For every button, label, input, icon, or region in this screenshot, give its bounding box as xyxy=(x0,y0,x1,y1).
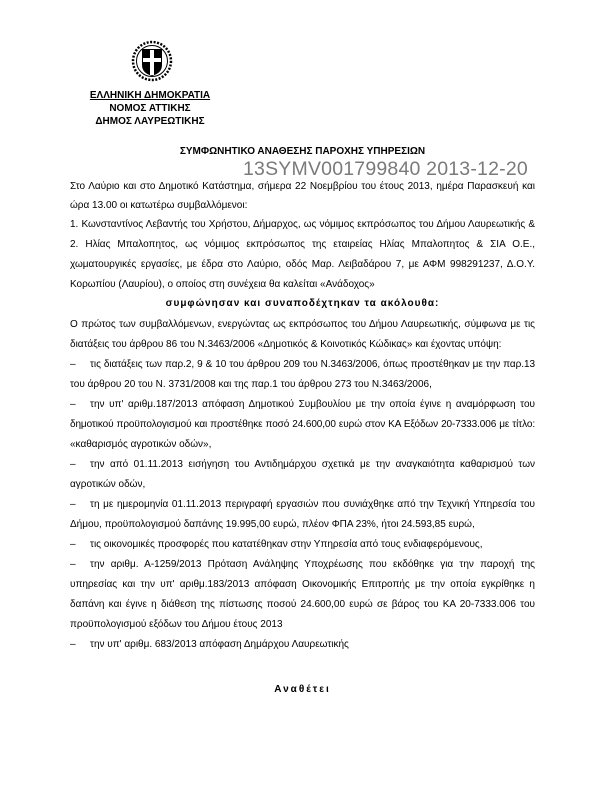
section-heading: συμφώνησαν και συναποδέχτηκαν τα ακόλουθα: xyxy=(165,298,440,309)
paragraph-line: δημοτικού προϋπολογισμού και προστέθηκε ποσό 24.600,00 ευρώ στον ΚΑ Εξόδων 20-7333.006 με τίτλο: xyxy=(70,419,535,430)
paragraph-line: του άρθρου 20 του Ν. 3731/2008 και της παρ.1 του άρθρου 273 του Ν.3463/2006, xyxy=(70,379,432,390)
bullet-item xyxy=(70,559,535,571)
greek-state-emblem-icon xyxy=(130,37,174,89)
section-heading: Αναθέτει xyxy=(274,684,331,695)
dash-bullet: – xyxy=(70,359,76,370)
bullet-text: τις διατάξεις των παρ.2, 9 & 10 του άρθρου 209 του Ν.3463/2006, όπως προστέθηκαν με την παρ.13 xyxy=(90,359,535,370)
paragraph-line: προϋπολογισμού εξόδων του Δήμου έτους 2013 xyxy=(70,619,283,630)
bullet-item xyxy=(70,539,535,551)
dash-bullet: – xyxy=(70,559,76,570)
header-prefecture: ΝΟΜΟΣ ΑΤΤΙΚΗΣ xyxy=(109,103,191,114)
dash-bullet: – xyxy=(70,399,76,410)
bullet-text: την υπ' αριθμ. 683/2013 απόφαση Δημάρχου Λαυρεωτικής xyxy=(90,639,349,650)
bullet-text: την υπ' αριθμ.187/2013 απόφαση Δημοτικού Συμβουλίου με την οποία έγινε η αναμόρφωση του xyxy=(90,399,535,410)
bullet-text: την από 01.11.2013 εισήγηση του Αντιδημάρχου σχετικά με την αναγκαιότητα καθαρισμού των xyxy=(90,459,535,470)
header-country: ΕΛΛΗΝΙΚΗ ΔΗΜΟΚΡΑΤΙΑ xyxy=(89,90,211,101)
paragraph-line: αγροτικών οδών, xyxy=(70,479,146,490)
bullet-text: την αριθμ. Α-1259/2013 Πρόταση Ανάληψης Υποχρέωσης που εκδόθηκε για την παροχή της xyxy=(90,559,535,570)
paragraph-line: χωματουργικές εργασίες, με έδρα στο Λαύριο, οδός Μαρ. Λειβαδάρου 7, με ΑΦΜ 998291237, Δ.Ο.Υ. xyxy=(70,259,535,270)
bullet-item xyxy=(70,499,535,511)
paragraph-line: Κορωπίου (Λαυρίου), ο οποίος στη συνέχεια θα καλείται «Ανάδοχος» xyxy=(70,279,375,290)
party-1: 1. Κωνσταντίνος Λεβαντής του Χρήστου, Δήμαρχος, ως νόμιμος εκπρόσωπος του Δήμου Λαυρεωτικής & xyxy=(70,219,535,230)
document-id-stamp: 13SYMV001799840 2013-12-20 xyxy=(243,158,528,180)
dash-bullet: – xyxy=(70,459,76,470)
header-municipality: ΔΗΜΟΣ ΛΑΥΡΕΩΤΙΚΗΣ xyxy=(95,116,205,127)
paragraph-line: «καθαρισμός αγροτικών οδών», xyxy=(70,439,212,450)
dash-bullet: – xyxy=(70,499,76,510)
paragraph-line: Δήμου, προϋπολογισμού δαπάνης 19.995,00 ευρώ, πλέον ΦΠΑ 23%, ήτοι 24.593,85 ευρώ, xyxy=(70,519,475,530)
paragraph-line: Στο Λαύριο και στο Δημοτικό Κατάστημα, σήμερα 22 Νοεμβρίου του έτους 2013, ημέρα Παρασκευή και xyxy=(70,181,535,192)
dash-bullet: – xyxy=(70,639,76,650)
bullet-item xyxy=(70,399,535,411)
paragraph-line: υπηρεσίας και την υπ' αριθμ.183/2013 απόφαση Οικονομικής Επιτροπής με την οποία εγκρίθηκε η xyxy=(70,579,535,590)
bullet-item xyxy=(70,639,535,651)
bullet-item xyxy=(70,359,535,371)
paragraph-line: δαπάνη και έγινε η διάθεση της πίστωσης ποσού 24.600,00 ευρώ σε βάρος του ΚΑ 20-7333.006 του xyxy=(70,599,535,610)
bullet-item xyxy=(70,459,535,471)
dash-bullet: – xyxy=(70,539,76,550)
paragraph-line: ώρα 13.00 οι κατωτέρω συμβαλλόμενοι: xyxy=(70,200,248,211)
paragraph-line: Ο πρώτος των συμβαλλόμενων, ενεργώντας ως εκπρόσωπος του Δήμου Λαυρεωτικής, σύμφωνα με τις xyxy=(70,319,535,330)
party-2: 2. Ηλίας Μπαλοπητος, ως νόμιμος εκπρόσωπος της εταιρείας Ηλίας Μπαλοπητος & ΣΙΑ Ο.Ε., xyxy=(70,239,535,250)
document-title: ΣΥΜΦΩΝΗΤΙΚΟ ΑΝΑΘΕΣΗΣ ΠΑΡΟΧΗΣ ΥΠΗΡΕΣΙΩΝ xyxy=(179,146,426,157)
paragraph-line: διατάξεις του άρθρου 86 του Ν.3463/2006 «Δημοτικός & Κοινοτικός Κώδικας» και έχοντας υπόψη: xyxy=(70,339,502,350)
bullet-text: τη με ημερομηνία 01.11.2013 περιγραφή εργασιών που συνιάχθηκε από την Τεχνική Υπηρεσία του xyxy=(90,499,535,510)
bullet-text: τις οικονομικές προσφορές που κατατέθηκαν στην Υπηρεσία από τους ενδιαφερόμενους, xyxy=(90,539,483,550)
